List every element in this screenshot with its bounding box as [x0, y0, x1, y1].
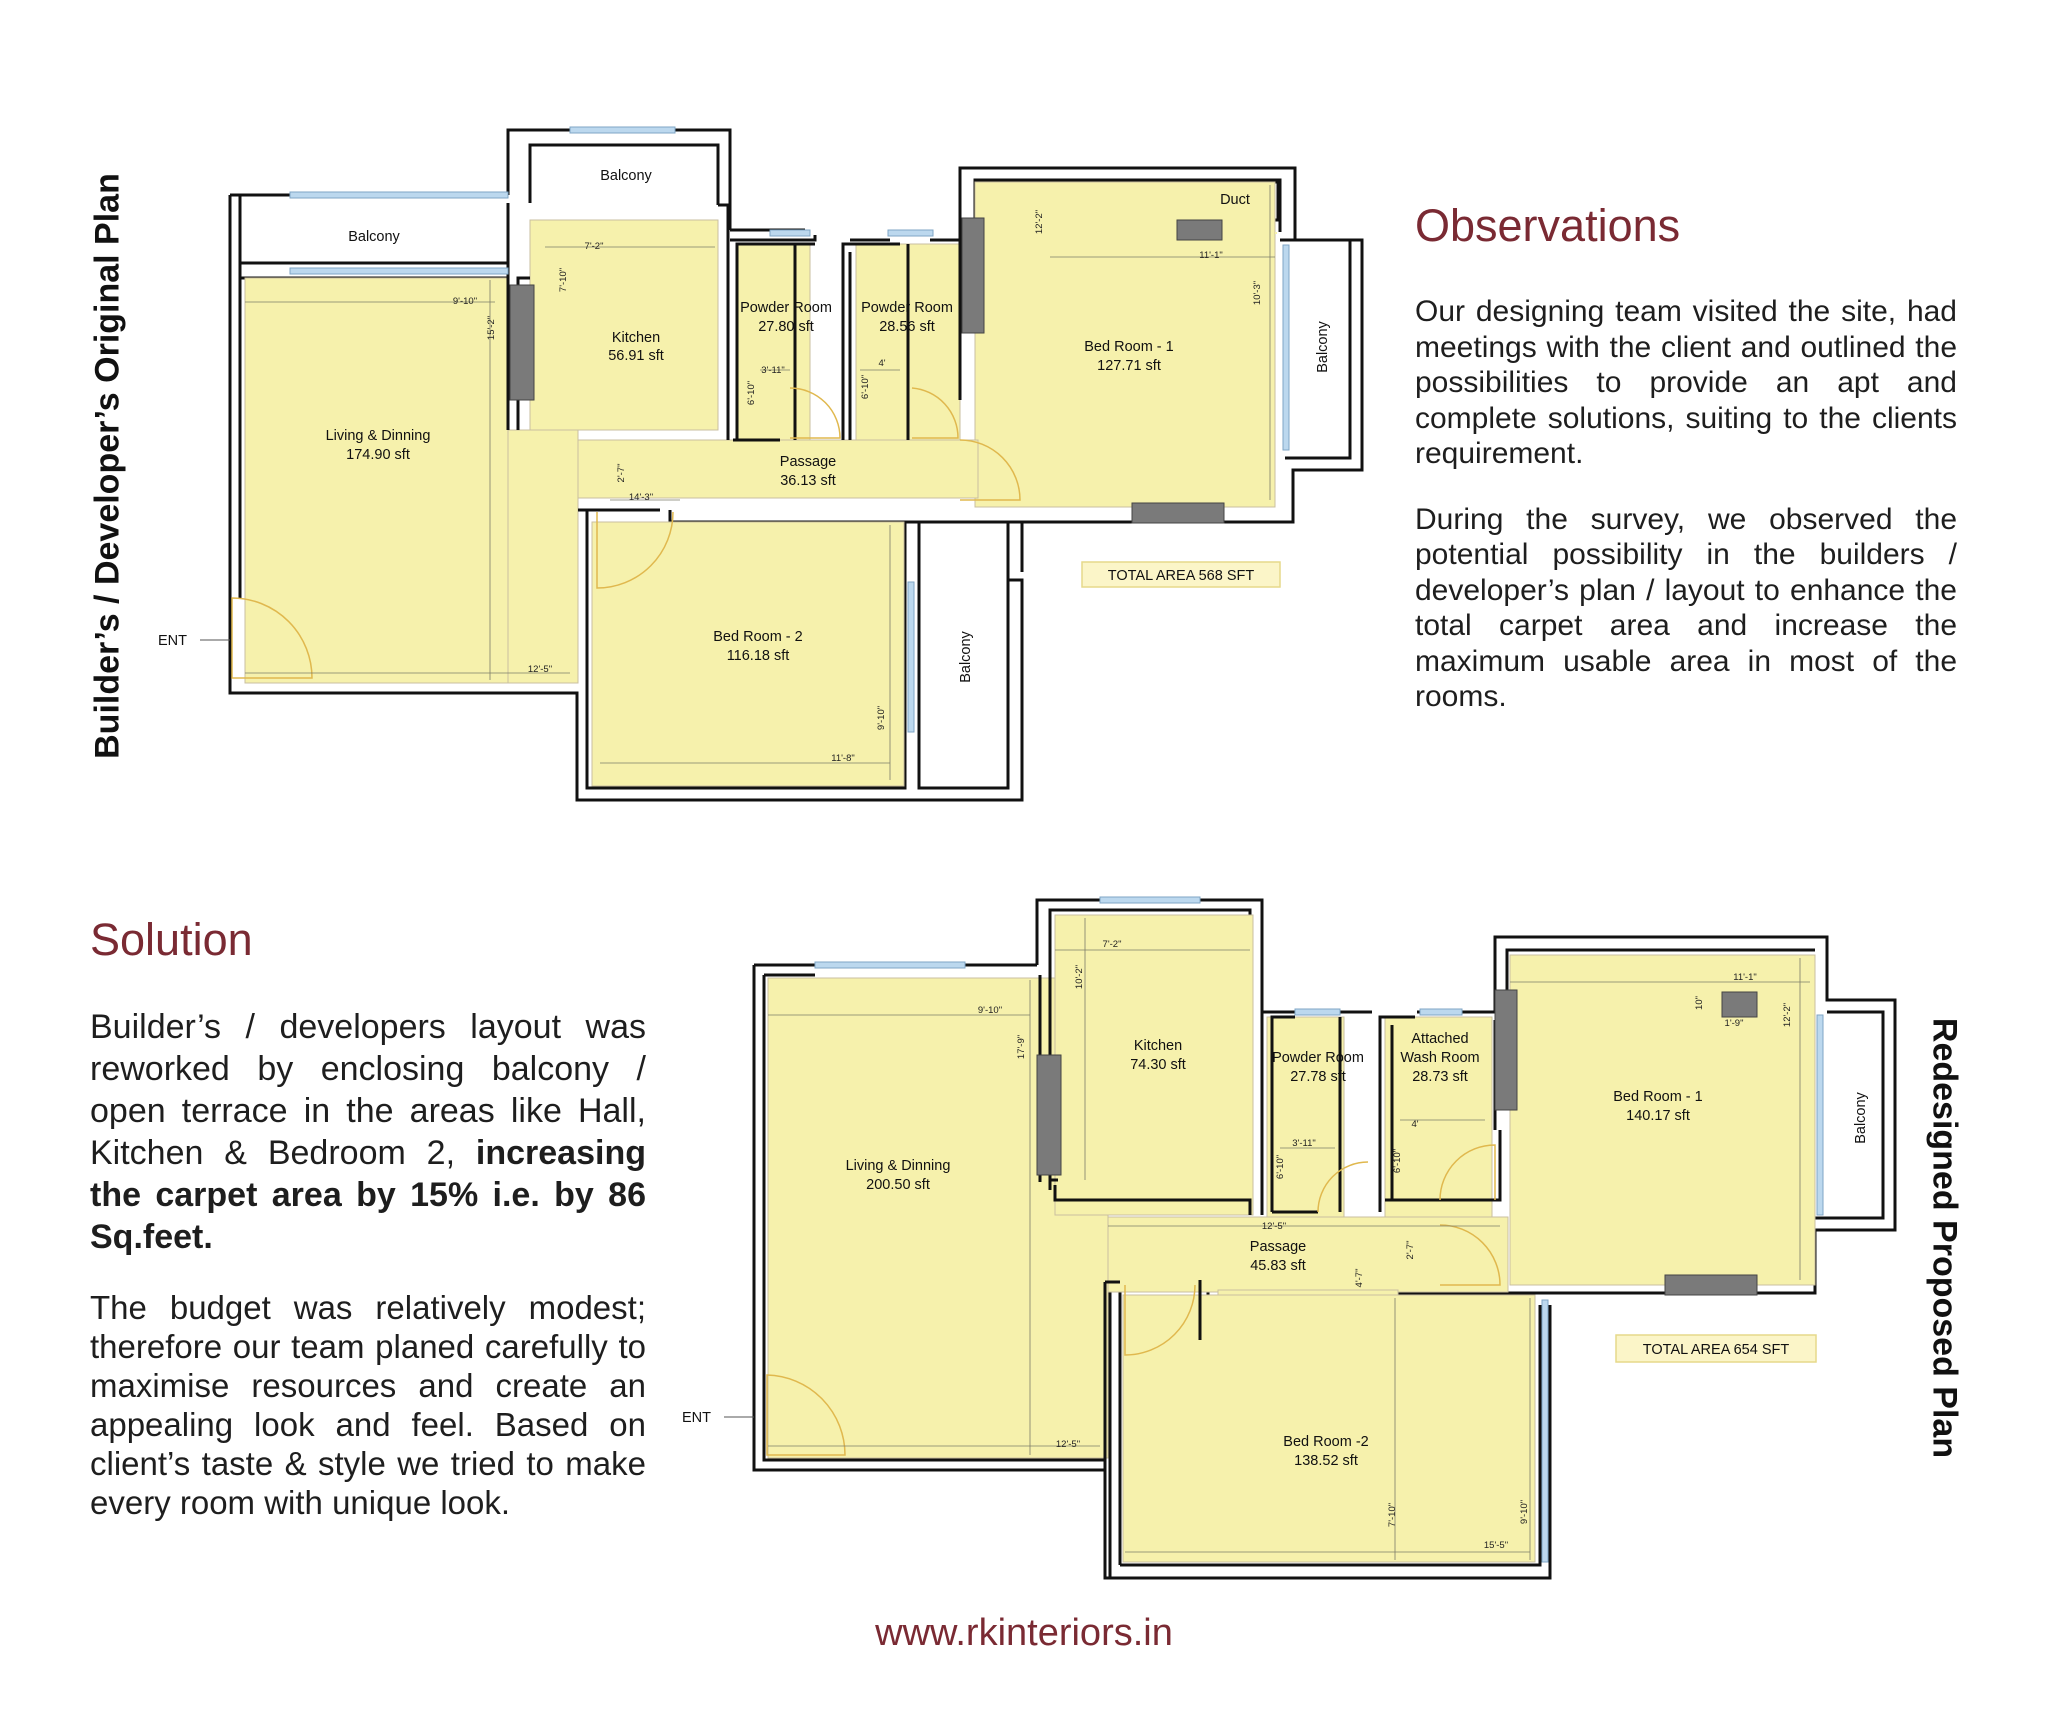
room-label: Passage	[779, 454, 837, 470]
room-label: Kitchen	[1133, 1038, 1183, 1054]
solution-paragraph: The budget was relatively modest; therefore our team planed carefully to maximise resources and create an appealing look and feel. Based on client’s taste & style we tried to make every room with unique look.	[90, 1289, 646, 1521]
room-label: Wash Room	[1400, 1050, 1480, 1066]
observations-paragraph: Our designing team visited the site, had meetings with the client and outlined the possibilities to provide an apt and complete solutions, suiting to the clients requirement.	[1415, 295, 1957, 470]
dimension-label: 4'-7"	[1354, 1268, 1365, 1288]
dimension-label: 17'-9"	[1016, 1034, 1027, 1060]
dimension-label: 11'-8"	[831, 753, 855, 764]
dimension-label: 9'-10"	[977, 1005, 1003, 1016]
dimension-label: 9'-10"	[1519, 1499, 1530, 1525]
room-area: 45.83 sft	[1250, 1258, 1306, 1274]
solution-text-highlight: increasing the carpet area by 15% i.e. by 86 Sq.feet.	[90, 1134, 646, 1256]
dimension-label: 10'-3"	[1252, 280, 1263, 306]
room-label: Kitchen	[611, 330, 661, 346]
total-area-label: TOTAL AREA 654 SFT	[1642, 1342, 1790, 1358]
proposed-plan-title: Redesigned Proposed Plan	[1925, 1017, 1964, 1459]
room-label: Balcony	[600, 168, 652, 184]
dimension-label: 6'-10"	[860, 374, 871, 400]
dimension-label: 12'-5"	[1055, 1439, 1081, 1450]
room-label: Passage	[1249, 1239, 1307, 1255]
room-label: Powder Room	[861, 300, 953, 316]
dimension-label: 4'	[878, 358, 886, 369]
dimension-label: 15'-5"	[1483, 1540, 1509, 1551]
room-area: 28.73 sft	[1412, 1069, 1468, 1085]
dimension-label: 4'	[1411, 1119, 1419, 1130]
room-label: Living & Dinning	[325, 428, 431, 444]
room-label: Living & Dinning	[845, 1158, 951, 1174]
room-label: Bed Room - 1	[1084, 339, 1174, 355]
total-area-label: TOTAL AREA 568 SFT	[1107, 568, 1255, 584]
solution-paragraph	[90, 1006, 646, 1258]
room-label: Balcony	[348, 229, 400, 245]
dimension-label: 9'-10"	[452, 296, 478, 307]
solution-text-normal: Builder’s / developers layout was reworked by enclosing balcony / open terrace in the areas like Hall, Kitchen & Bedroom 2,	[90, 1008, 646, 1172]
dimension-label: 7'-10"	[558, 267, 569, 293]
room-area: 116.18 sft	[726, 648, 790, 664]
room-label: Bed Room - 2	[713, 629, 803, 645]
solution-text	[90, 1006, 646, 1552]
dimension-label: 14'-3"	[628, 492, 654, 503]
dimension-label: 1'-9"	[1724, 1018, 1744, 1029]
room-area: 36.13 sft	[780, 473, 836, 489]
room-area: 56.91 sft	[608, 348, 664, 364]
observations-heading: Observations	[1415, 200, 1681, 251]
room-area: 138.52 sft	[1294, 1453, 1358, 1469]
dimension-label: 3'-11"	[761, 365, 785, 376]
room-area: 200.50 sft	[866, 1177, 930, 1193]
observations-paragraph: During the survey, we observed the potential possibility in the builders / developer’s plan / layout to enhance the total carpet area and increase the maximum usable area in most of the rooms.	[1415, 502, 1957, 713]
dimension-label: 7'-10"	[1387, 1502, 1398, 1528]
dimension-label: 11'-1"	[1199, 250, 1223, 261]
dimension-label: 15'-2"	[486, 315, 497, 341]
dimension-label: 10'-2"	[1074, 964, 1085, 990]
room-label: Bed Room -2	[1283, 1434, 1369, 1450]
room-label: Bed Room - 1	[1613, 1089, 1703, 1105]
room-area: 127.71 sft	[1097, 358, 1161, 374]
room-area: 27.78 sft	[1290, 1069, 1346, 1085]
website-link[interactable]: www.rkinteriors.in	[875, 1612, 1173, 1654]
dimension-label: 11'-1"	[1733, 972, 1757, 983]
proposed-plan	[682, 897, 1895, 1578]
room-label: Powder Room	[740, 300, 832, 316]
dimension-label: 3'-11"	[1292, 1138, 1316, 1149]
room-label: Balcony	[1315, 321, 1331, 373]
dimension-label: 2'-7"	[616, 463, 627, 483]
dimension-label: 12'-2"	[1782, 1002, 1793, 1028]
entry-label: ENT	[158, 633, 187, 649]
room-area: 28.56 sft	[879, 319, 935, 335]
original-plan-title: Builder’s / Developer’s Original Plan	[88, 173, 127, 759]
room-label: Balcony	[958, 631, 974, 683]
solution-heading: Solution	[90, 914, 253, 965]
dimension-label: 7'-2"	[1102, 939, 1122, 950]
room-area: 140.17 sft	[1626, 1108, 1690, 1124]
dimension-label: 6'-10"	[746, 380, 757, 406]
entry-label: ENT	[682, 1410, 711, 1426]
room-label: Attached	[1411, 1031, 1469, 1047]
room-area: 74.30 sft	[1130, 1057, 1186, 1073]
dimension-label: 12'-5"	[1261, 1221, 1287, 1232]
dimension-label: 7'-2"	[584, 241, 604, 252]
observations-text	[1415, 294, 1957, 745]
original-plan	[158, 127, 1362, 800]
room-label: Duct	[1220, 192, 1250, 208]
dimension-label: 9'-10"	[876, 705, 887, 731]
room-area: 27.80 sft	[758, 319, 814, 335]
dimension-label: 6'-10"	[1275, 1154, 1286, 1180]
dimension-label: 2'-7"	[1405, 1240, 1416, 1260]
room-label: Balcony	[1853, 1092, 1869, 1144]
room-label: Powder Room	[1272, 1050, 1364, 1066]
dimension-label: 12'-5"	[527, 664, 553, 675]
room-area: 174.90 sft	[346, 447, 410, 463]
dimension-label: 10"	[1694, 996, 1705, 1010]
dimension-label: 6'-10"	[1392, 1148, 1403, 1174]
dimension-label: 12'-2"	[1034, 209, 1045, 235]
